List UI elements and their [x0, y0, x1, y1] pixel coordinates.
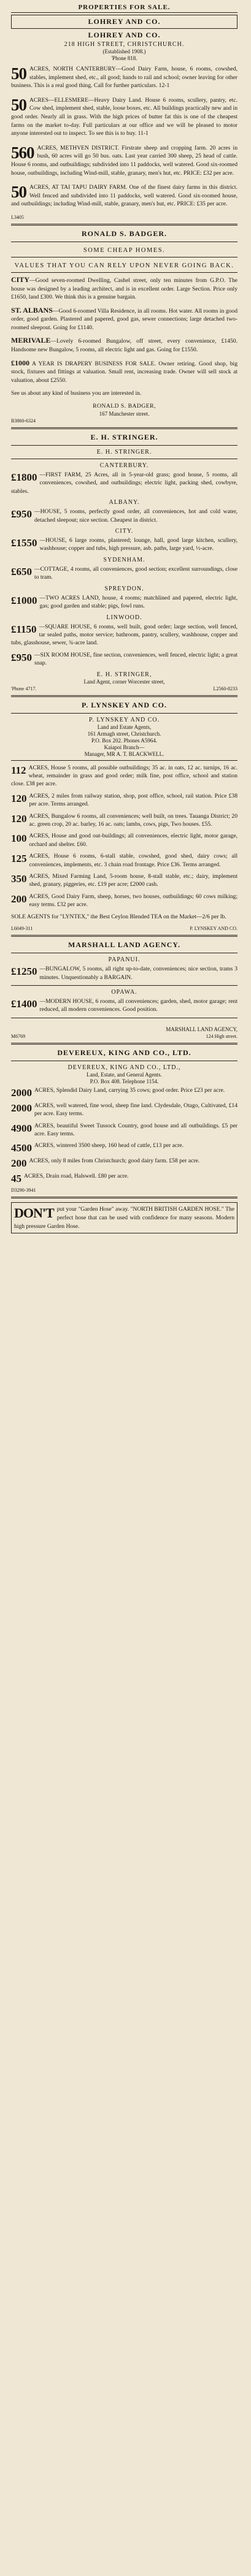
ad-number: 560	[11, 143, 34, 162]
listing-text: ACRES, Mixed Farming Land, 5-room house, 8-stall stable, etc.; dairy, implement shed, granary, piggeries, etc. £19 per acre; £2000 cash.	[29, 873, 237, 888]
listing-price: 112	[11, 764, 26, 776]
listing-text: ACRES, Drain road, Halswell. £80 per acre.	[24, 1173, 129, 1180]
listing-text: —SQUARE HOUSE, 6 rooms, well built, good order; large section, well fenced, tar sealed paths, motor service; bathroom, pantry, scullery, washhouse, copper and tubs, glasshouse, sewer, ¾-acre land.	[11, 623, 237, 647]
devereux-listing-3	[11, 1122, 237, 1138]
listing-price: 200	[11, 1157, 27, 1169]
stringer-listing-7	[11, 651, 237, 668]
listing-price: 125	[11, 853, 27, 865]
stringer-listing-4	[11, 565, 237, 582]
firm-name-stringer: E. H. STRINGER.	[90, 433, 158, 442]
stringer-name-2: E. H. STRINGER.	[96, 449, 152, 456]
divider	[11, 713, 237, 714]
marshall-ref: M6769	[11, 1033, 26, 1039]
listing-price: 2000	[11, 1086, 32, 1098]
ad-lohrey-1	[11, 65, 237, 90]
firm-name-devereux: DEVEREUX, KING AND CO., LTD.	[57, 1048, 191, 1057]
lynskey-listing-6	[11, 872, 237, 889]
listing-text: —TWO ACRES LAND, house, 4 rooms; matchlined and papered, electric light, gas; good garden and stable; pigs, fowl runs.	[39, 594, 237, 610]
stringer-listing-6	[11, 623, 237, 647]
stringer-district-1: CANTERBURY.	[99, 462, 149, 470]
firm-name-lohrey: LOHREY AND CO.	[88, 31, 161, 39]
stringer-listing-5	[11, 594, 237, 611]
ad-lohrey-4	[11, 183, 237, 208]
ad-garden-hose	[11, 1202, 237, 1233]
listing-text: ACRES, beautiful Sweet Tussock Country, good house and all outbuildings. £5 per acre. Easy terms.	[34, 1122, 237, 1138]
stringer-footer-row	[11, 686, 237, 692]
devereux-listing-1	[11, 1086, 237, 1098]
listing-text: —BUNGALOW, 5 rooms, all right up-to-date, conveniences; nice section, trams 3 minutes. Unquestionably a BARGAIN.	[39, 966, 237, 981]
badger-para-1	[11, 276, 237, 302]
badger-subhead-1: SOME CHEAP HOMES.	[83, 246, 166, 254]
badger-para-3	[11, 337, 237, 354]
marshall-sig: MARSHALL LAND AGENCY,	[166, 1026, 237, 1032]
lynskey-listing-4	[11, 832, 237, 848]
marshall-footer-row	[11, 1034, 237, 1039]
divider	[11, 985, 237, 986]
firm-address-lohrey: 218 HIGH STREET, CHRISTCHURCH.	[64, 41, 185, 48]
firm-name-lynskey: P. LYNSKEY AND CO.	[81, 700, 168, 709]
ad-ref-lohrey: L3405	[11, 214, 24, 220]
lynskey-listing-7	[11, 893, 237, 909]
lynskey-name-2: P. LYNSKEY AND CO.	[88, 716, 160, 723]
badger-para-text: —Good seven-roomed Dwelling, Cashel street, only ten minutes from G.P.O. The house was designed by a leading architect, and is in excellent order. Large Section. Price only £1650, land £300. We think this is a genuine bargain.	[11, 276, 237, 301]
listing-price: £1250	[11, 966, 37, 978]
column-inner	[0, 2, 251, 1233]
divider	[11, 1043, 237, 1045]
listing-price: 200	[11, 893, 27, 905]
listing-text: ACRES, 2 miles from railway station, shop, post office, school, rail station. Price £38 per acre. Terms arranged.	[29, 792, 237, 808]
lynskey-listing-3	[11, 812, 237, 829]
lynskey-manager: Manager, MR A. T. BLACKWELL.	[84, 750, 164, 757]
listing-price: £1150	[11, 623, 37, 635]
listing-price: £1400	[11, 998, 37, 1010]
badger-ref: B3860-6324	[11, 418, 36, 424]
listing-price: 100	[11, 833, 27, 845]
ad-text: ACRES, METHVEN DISTRICT. Firstrate sheep and cropping farm. 20 acres in bush, 60 acres will go 50 bus. oats. Last year carried 300 sheep, 25 head of cattle. House 6 rooms, and outbuildings; subdivided into 11 paddocks, well watered. Good six-roomed house, outbuildings, including Wind-mill, stable, granary, men's hut, etc. PRICE: £32 per acre.	[11, 144, 237, 177]
stringer-ref: L2560-8233	[213, 685, 237, 692]
badger-para-lead: £1000	[11, 358, 29, 367]
listing-text: ACRES, Splendid Dairy Land, carrying 35 cows; good order. Price £23 per acre.	[34, 1086, 225, 1094]
firm-name-badger: RONALD S. BADGER.	[81, 229, 167, 238]
listing-price: 120	[11, 812, 27, 825]
ad-lead-word: DON'T	[14, 1205, 54, 1221]
ad-text: ACRES—ELLESMERE—Heavy Dairy Land. House 6 rooms, scullery, pantry, etc. Cow shed, implement shed, stable, loose boxes, etc. All buildings practically new and in good order. Nearly all in grass. With the high prices of butter fat this is one of the cheapest farms on the market to-day. Full particulars at our office and we will be pleased to motor anyone interested out to inspect. To see this is to buy. 11-1	[11, 96, 237, 137]
marshall-district-1: PAPANUI.	[108, 956, 141, 964]
stringer-district-5: SPREYDON.	[104, 585, 144, 592]
listing-text: ACRES, Good Dairy Farm, sheep, horses, two houses, outbuildings; 60 cows milking; easy terms. £32 per acre.	[29, 893, 237, 909]
listing-text: —HOUSE, 6 large rooms, plastered; lounge, hall, good large kitchen, scullery, washhouse; copper and tubs, high pressure, asb. paths, large yard, ½-acre.	[39, 537, 237, 552]
badger-para-lead: MERIVALE	[11, 336, 51, 345]
listing-text: ACRES, House 6 rooms, 6-stall stable, cowshed, good shed, dairy cows; all conveniences, implements, etc. 3 chain road frontage. Price £36. Terms arranged.	[29, 853, 237, 868]
lynskey-po: P.O. Box 202. Phones A5964.	[91, 737, 157, 744]
marshall-address: 124 High street.	[206, 1033, 237, 1039]
ad-text: put your "Garden Hose" away. "NORTH BRITISH GARDEN HOSE." The perfect hose that can be used with confidence for many seasons. Modern high pressure Garden Hose.	[14, 1206, 234, 1230]
listing-price: 45	[11, 1173, 21, 1184]
lynskey-listing-1	[11, 764, 237, 788]
listing-text: —HOUSE, 5 rooms, perfectly good order, all conveniences, hot and cold water, detached sleepout; nice section. Cheapest in district.	[34, 508, 237, 524]
ad-text: ACRES, NORTH CANTERBURY—Good Dairy Farm, house, 6 rooms, cowshed, stables, implement shed, etc., all good; hands to rail and school; owner leaving for other business. This is a real good thing. Call for further particulars. 12-1	[11, 66, 237, 90]
badger-para-lead: CITY	[11, 275, 30, 284]
stringer-district-2: ALBANY.	[109, 499, 140, 506]
listing-text: ACRES, House and good out-buildings; all conveniences, electric light, motor garage, orchard and shelter. £60.	[29, 833, 237, 848]
divider	[11, 445, 237, 446]
badger-para-lead: ST. ALBANS	[11, 305, 53, 314]
listing-price: £950	[11, 508, 32, 520]
listing-text: ACRES, wintered 3500 sheep, 160 head of cattle, £13 per acre.	[34, 1142, 183, 1149]
divider	[11, 224, 237, 226]
ad-lohrey-3	[11, 144, 237, 177]
listing-text: —FIRST FARM, 25 Acres, all in 5-year-old grass; good house, 5 rooms, all conveniences, cowshed, and outbuildings; electric light, packing shed, cowbyre, stables.	[11, 471, 237, 495]
ad-number: 50	[11, 95, 26, 114]
divider	[11, 760, 237, 761]
lynskey-tagline: Land and Estate Agents,	[97, 723, 152, 730]
lynskey-listing-2	[11, 792, 237, 809]
stringer-listing-3	[11, 536, 237, 553]
listing-text: ACRES, well watered, fine wool, sheep fine land. Clydesdale, Otago, Cultivated, £14 per acre. Easy terms.	[34, 1102, 237, 1118]
badger-para-text: —Lovely 6-roomed Bungalow, off street, every convenience, £1450. Handsome new Bungalow, 5 rooms, all electric light and gas. Going for £1550.	[11, 338, 237, 354]
divider	[11, 272, 237, 273]
stringer-listing-1	[11, 471, 237, 495]
devereux-listing-5	[11, 1157, 237, 1168]
divider	[11, 427, 237, 429]
listing-text: ACRES, House 5 rooms, all possible outbuildings; 35 ac. in oats, 12 ac. turnips, 16 ac. wheat, remainder in grass and good order; milk fine, post office, school and station close. £38 per acre.	[11, 764, 237, 788]
marshall-listing-3	[11, 1021, 237, 1023]
firm-banner-lohrey: LOHREY AND CO.	[11, 15, 237, 29]
lynskey-sig: P. LYNSKEY AND CO.	[190, 926, 237, 932]
stringer-phone: 'Phone 4717.	[11, 685, 37, 692]
stringer-district-3: CITY.	[115, 528, 134, 535]
devereux-listing-6	[11, 1172, 237, 1184]
listing-price: 120	[11, 792, 27, 804]
lynskey-listing-5	[11, 852, 237, 869]
marshall-listing-1	[11, 965, 237, 981]
stringer-listing-2	[11, 508, 237, 524]
listing-price: £1550	[11, 537, 37, 549]
lynskey-ref: L6049-311	[11, 926, 33, 932]
listing-price: 4900	[11, 1122, 32, 1134]
badger-para-4	[11, 359, 237, 385]
devereux-name-2: DEVEREUX, KING AND CO., LTD.,	[68, 1064, 181, 1071]
divider	[11, 935, 237, 937]
marshall-listing-2	[11, 997, 237, 1014]
lynskey-address: 161 Armagh street, Christchurch.	[87, 730, 161, 737]
section-title: PROPERTIES FOR SALE.	[11, 2, 237, 13]
badger-signature: RONALD S. BADGER,	[93, 403, 156, 410]
devereux-listing-4	[11, 1141, 237, 1153]
listing-price: £1800	[11, 471, 37, 484]
listing-text: —MODERN HOUSE, 6 rooms, all conveniences; garden, shed, motor garage; rent reduced, all modern conveniences. Good position.	[39, 998, 237, 1013]
devereux-tagline: Land, Estate, and General Agents.	[87, 1071, 162, 1078]
listing-text: —COTTAGE, 4 rooms, all conveniences, good section; excellent surroundings, close to tram.	[34, 565, 237, 581]
listing-text: ACRES, Bungalow 6 rooms, all conveniences; well built, on trees. Tauanga District; 20 ac. green crop, 20 ac. barley, 16 ac. oats; lambs, cows, pigs, Two houses. £55.	[29, 812, 237, 828]
badger-para-2	[11, 307, 237, 332]
devereux-listing-2	[11, 1102, 237, 1118]
listing-text: ACRES, only 8 miles from Christchurch; good dairy farm. £58 per acre.	[29, 1157, 200, 1165]
ad-text: ACRES, AT TAI TAPU DAIRY FARM. One of the finest dairy farms in this district. Well fenced and subdivided into 11 paddocks, well watered. Good six-roomed house, and outbuildings; including Wind-mill, stable, granary, men's hut, etc. PRICE: £35 per acre.	[11, 184, 237, 208]
firm-phone-lohrey: 'Phone 818.	[111, 55, 137, 61]
badger-subhead-2: VALUES THAT YOU CAN RELY UPON NEVER GOING BACK.	[14, 262, 234, 269]
divider	[11, 695, 237, 697]
badger-address: 167 Manchester street.	[99, 411, 150, 417]
badger-para-text: A YEAR IS DRAPERY BUSINESS FOR SALE. Owner retiring. Good shop, big stock, fixtures and fittings at valuation. Small rent, increasing trade. Owner will sell stock at valuation, about £2550.	[11, 360, 237, 384]
stringer-footer-name: E. H. STRINGER,	[96, 671, 152, 678]
stringer-district-4: SYDENHAM.	[103, 556, 145, 563]
badger-para-text: —Good 6-roomed Villa Residence, in all rooms. Hot water. All rooms in good order, good garden. Plastered and papered, good gas, sewer connections; large detached two-roomed sleepout. Going for £1140.	[11, 307, 238, 331]
marshall-district-2: OPAWA.	[111, 989, 137, 996]
lynskey-branch: Kaiapoi Branch—	[104, 744, 145, 750]
ad-number: 50	[11, 183, 26, 202]
listing-price: 350	[11, 873, 27, 885]
listing-text: —SIX ROOM HOUSE, fine section, conveniences, well fenced, electric light; a great snap.	[34, 651, 237, 667]
firm-established-lohrey: (Established 1908.)	[102, 48, 146, 55]
listing-price: 2000	[11, 1102, 32, 1114]
lynskey-footer-row	[11, 926, 237, 931]
divider	[11, 1197, 237, 1198]
ad-number: 50	[11, 64, 26, 83]
lynskey-sole-agents: SOLE AGENTS for "LYNTEX," the Best Ceylon Blended TEA on the Market—2/6 per lb.	[11, 913, 226, 920]
devereux-po: P.O. Box 408. Telephone 1154.	[90, 1078, 159, 1084]
listing-price: £1000	[11, 594, 37, 606]
listing-price: £950	[11, 651, 32, 663]
stringer-footer-address: Land Agent, corner Worcester street,	[83, 678, 165, 685]
devereux-ref: D3290-3941	[11, 1187, 36, 1194]
listing-price: 4500	[11, 1142, 32, 1154]
firm-name-marshall: MARSHALL LAND AGENCY.	[68, 940, 180, 950]
stringer-district-6: LINWOOD.	[106, 614, 142, 621]
ad-lohrey-2	[11, 96, 237, 138]
listing-price: £650	[11, 565, 32, 577]
badger-closing: See us about any kind of business you are interested in.	[11, 390, 142, 397]
